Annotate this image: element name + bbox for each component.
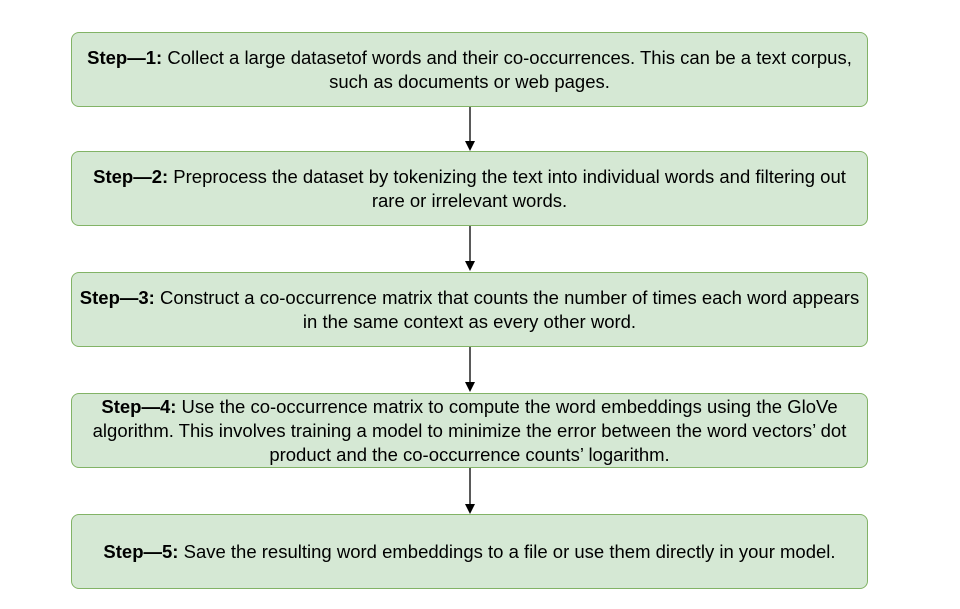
step-5-box	[71, 514, 868, 589]
arrow-step-3-to-4	[463, 347, 477, 393]
step-3-description: Construct a co-occurrence matrix that counts the number of times each word appears in the same context as every other word.	[154, 286, 860, 332]
step-2-title: Step—2:	[93, 165, 169, 187]
step-5-description: Save the resulting word embeddings to a file or use them directly in your model.	[178, 540, 836, 562]
arrow-step-1-to-2	[463, 107, 477, 152]
step-1-description: Collect a large datasetof words and their co-occurrences. This can be a text corpus, such as documents or web pages.	[162, 46, 852, 92]
step-5-text	[103, 540, 835, 564]
step-2-text	[78, 165, 861, 213]
step-2-box	[71, 151, 868, 226]
step-3-text	[78, 286, 861, 334]
step-4-title: Step—4:	[101, 395, 177, 417]
step-1-title: Step—1:	[87, 46, 163, 68]
step-2-description: Preprocess the dataset by tokenizing the text into individual words and filtering out rare or irrelevant words.	[168, 165, 846, 211]
arrow-step-4-to-5	[463, 468, 477, 515]
step-4-text	[78, 395, 861, 467]
step-4-description: Use the co-occurrence matrix to compute the word embeddings using the GloVe algorithm. This involves training a model to minimize the error between the word vectors’ dot product and the co-occurrence counts’ logarithm.	[92, 395, 847, 465]
step-5-title: Step—5:	[103, 540, 179, 562]
step-1-box	[71, 32, 868, 107]
step-3-box	[71, 272, 868, 347]
step-4-box	[71, 393, 868, 468]
arrow-step-2-to-3	[463, 226, 477, 272]
step-1-text	[78, 46, 861, 94]
step-3-title: Step—3:	[79, 286, 155, 308]
